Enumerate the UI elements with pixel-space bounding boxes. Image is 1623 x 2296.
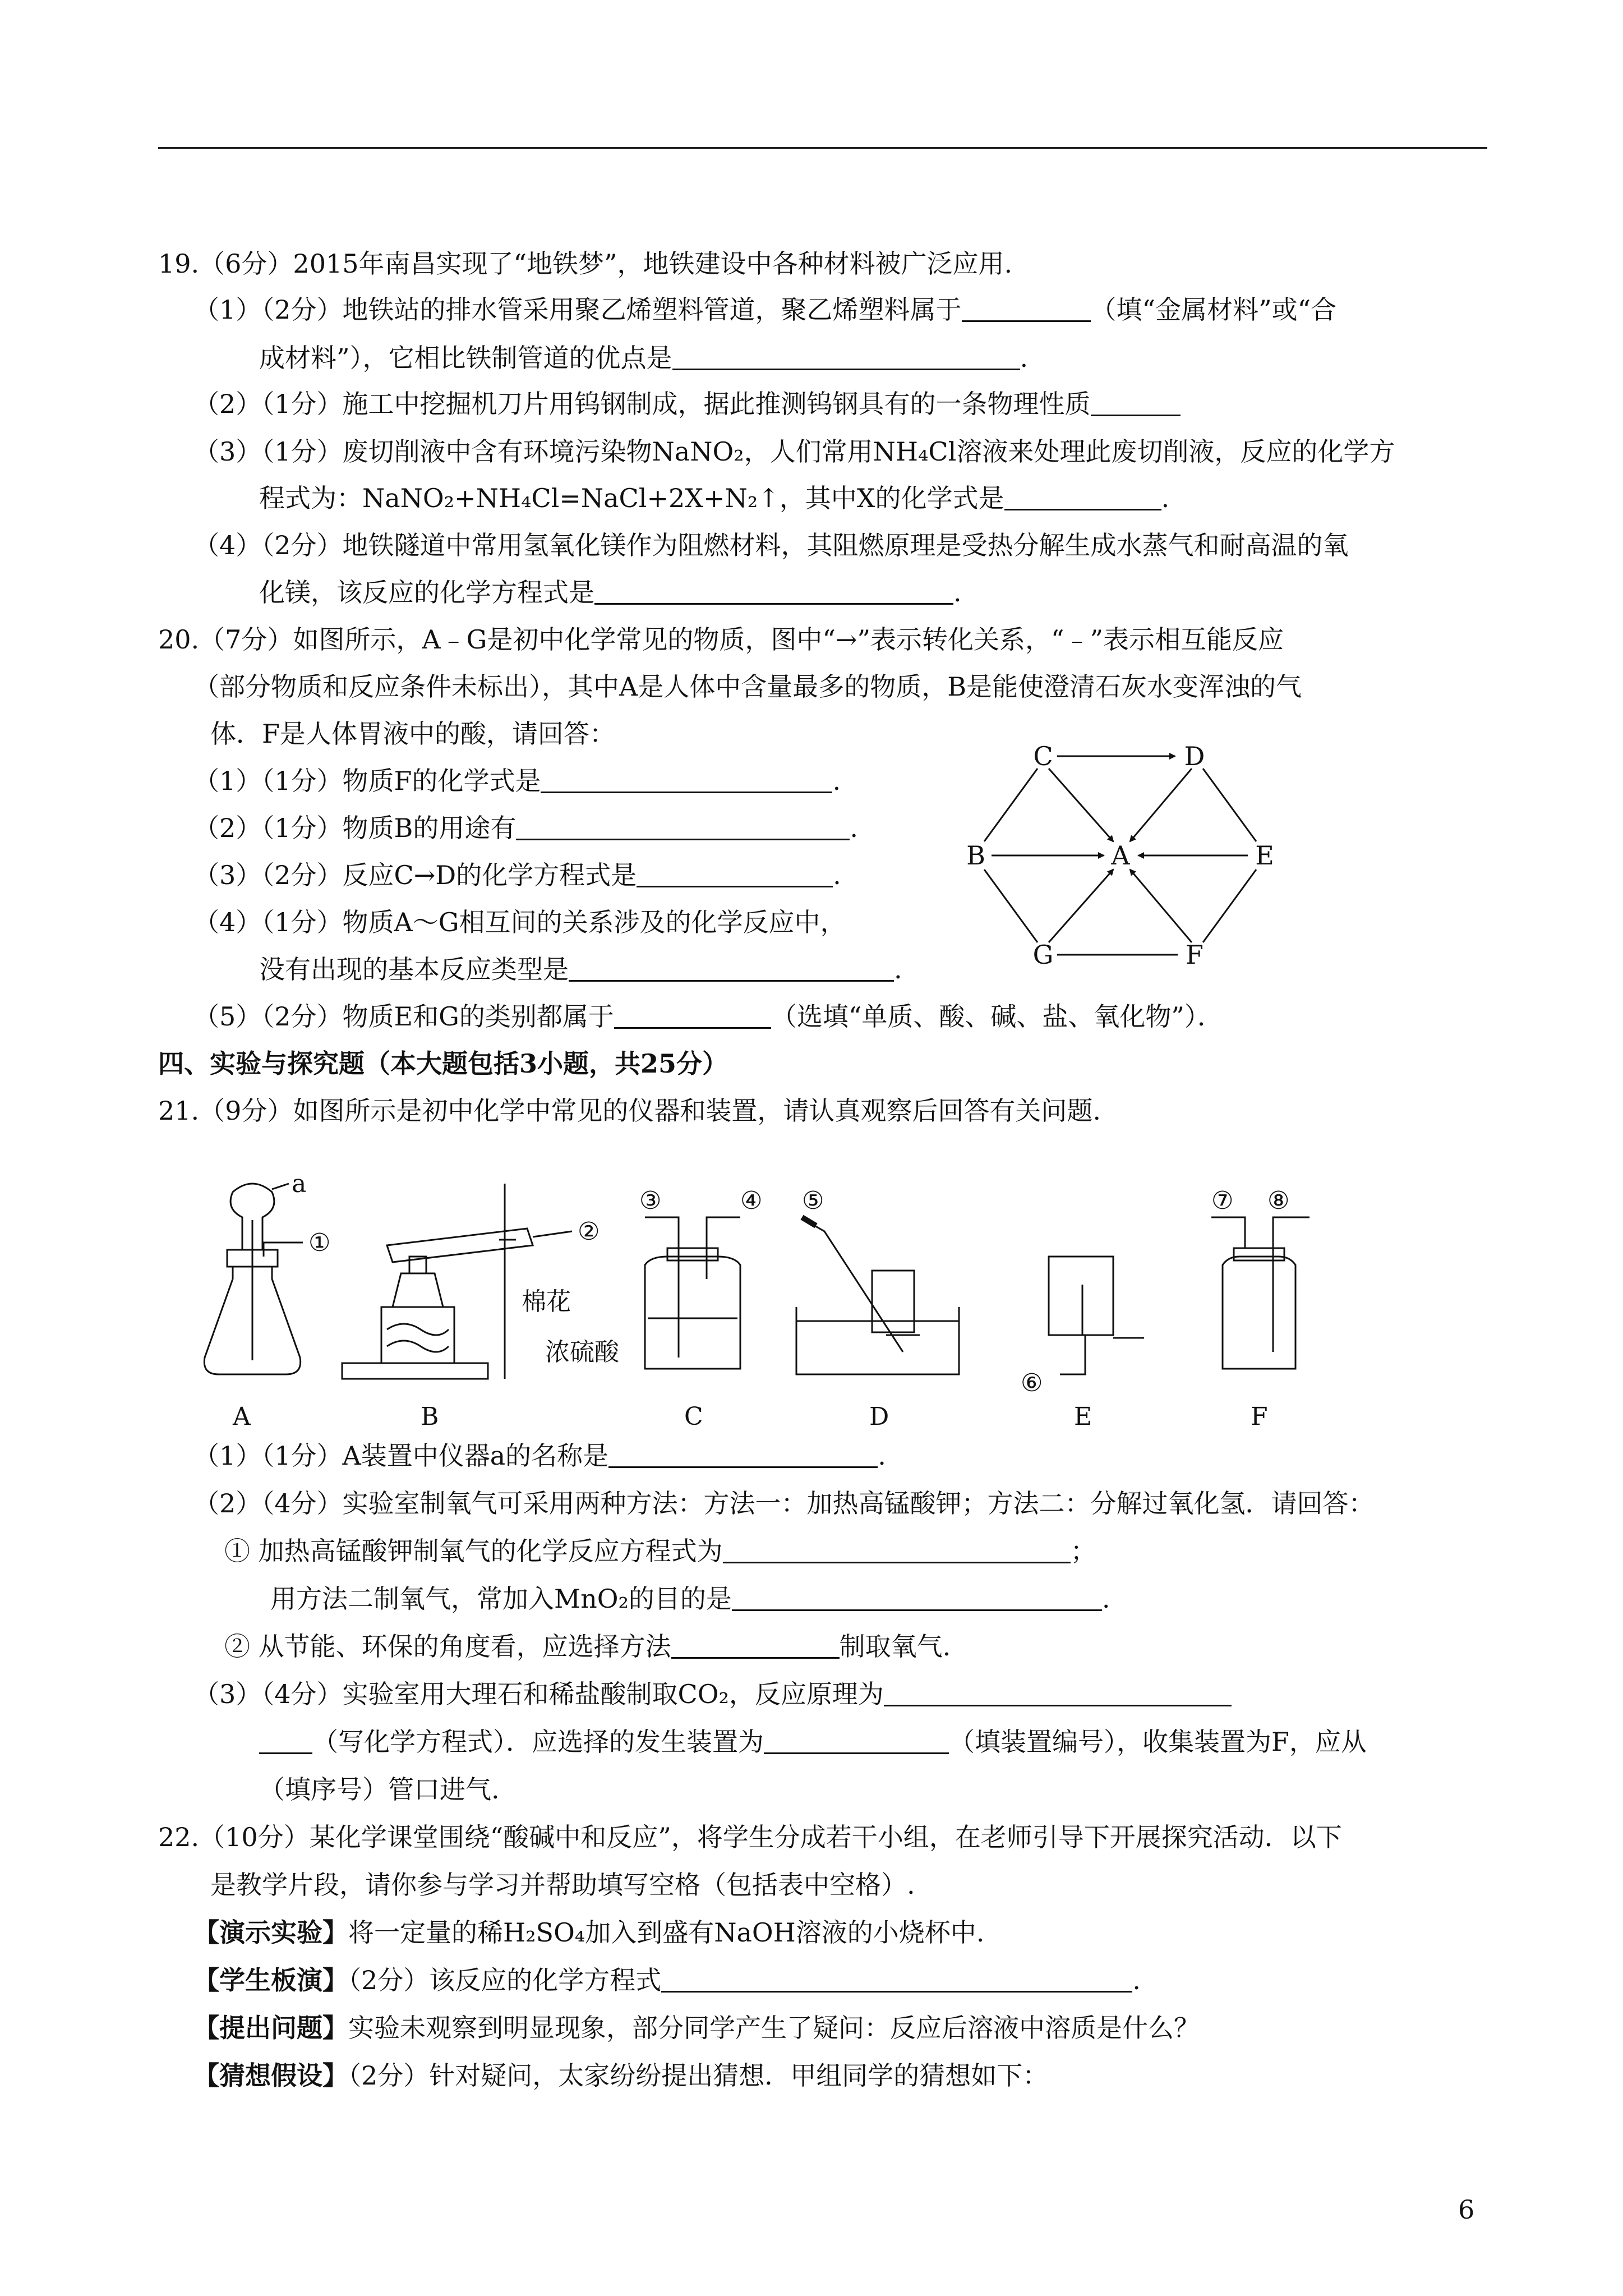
q21-part1: （1）（1分）A装置中仪器a的名称是 . <box>193 1441 886 1471</box>
apparatus-a <box>204 1184 303 1374</box>
edge-b-g <box>984 869 1038 942</box>
q19-part4: （4）（2分）地铁隧道中常用氢氧化镁作为阻燃材料，其阻燃原理是受热分解生成水蒸气和耐高温的氧 <box>193 530 1349 560</box>
label-f: F <box>1251 1402 1268 1431</box>
section-4-heading: 四、实验与探究题（本大题包括3小题，共25分） <box>158 1048 728 1079</box>
q22-demo: 【演示实验】将一定量的稀H₂SO₄加入到盛有NaOH溶液的小烧杯中. <box>193 1917 985 1948</box>
label-e: E <box>1074 1402 1092 1431</box>
header-rule <box>158 147 1487 149</box>
page-number: 6 <box>1458 2194 1475 2225</box>
node-f: F <box>1186 940 1204 970</box>
node-g: G <box>1032 940 1054 970</box>
apparatus-d <box>796 1217 959 1374</box>
q19-heading: 19.（6分）2015年南昌实现了“地铁梦”，地铁建设中各种材料被广泛应用. <box>158 249 1013 279</box>
q22-hypothesis: 【猜想假设】（2分）针对疑问，太家纷纷提出猜想．甲组同学的猜想如下： <box>193 2060 1049 2091</box>
q20-part5: （5）（2分）物质E和G的类别都属于 （选填“单质、酸、碱、盐、氧化物”）． <box>193 1001 1223 1032</box>
q21-part3: （3）（4分）实验室用大理石和稀盐酸制取CO₂，反应原理为 <box>193 1677 1232 1711</box>
node-c: C <box>1033 741 1053 771</box>
q20-line3: 体．F是人体胃液中的酸，请回答： <box>210 719 615 749</box>
q19-part4-cont: 化镁，该反应的化学方程式是 . <box>259 577 962 608</box>
q21-part2-i-b: 用方法二制氧气，常加入MnO₂的目的是 . <box>270 1584 1110 1614</box>
q21-part3-cont2: （填序号）管口进气. <box>259 1774 500 1805</box>
edge-f-a <box>1130 869 1192 942</box>
edge-c-a <box>1049 769 1113 841</box>
label-n7: ⑦ <box>1211 1186 1234 1215</box>
q19-part1: （1）（2分）地铁站的排水管采用聚乙烯塑料管道，聚乙烯塑料属于 （填“金属材料”或“合 <box>193 295 1337 325</box>
label-d: D <box>869 1402 889 1431</box>
edge-d-e <box>1203 769 1256 841</box>
label-n6: ⑥ <box>1021 1369 1043 1397</box>
edge-c-b <box>984 769 1038 841</box>
q21-part2: （2）（4分）实验室制氧气可采用两种方法：方法一：加热高锰酸钾；方法二：分解过氧化氢．请回答： <box>193 1488 1375 1519</box>
label-cotton: 棉花 <box>522 1287 571 1316</box>
apparatus-e <box>1049 1257 1144 1374</box>
q21-heading: 21.（9分）如图所示是初中化学中常见的仪器和装置，请认真观察后回答有关问题. <box>158 1096 1101 1126</box>
q19-part2: （2）（1分）施工中挖掘机刀片用钨钢制成，据此推测钨钢具有的一条物理性质 <box>193 387 1181 421</box>
q21-part2-i: ① 加热高锰酸钾制氧气的化学反应方程式为 ； <box>224 1536 1096 1566</box>
label-n1: ① <box>308 1228 331 1257</box>
q22-heading: 22.（10分）某化学课堂围绕“酸碱中和反应”，将学生分成若干小组，在老师引导下开展探究活动．以下 <box>158 1822 1342 1852</box>
edge-e-f <box>1203 869 1256 942</box>
q21-apparatus-figure <box>179 1167 1312 1436</box>
label-n3: ③ <box>639 1186 662 1215</box>
edge-g-a <box>1049 869 1113 942</box>
q20-relation-diagram <box>953 729 1301 993</box>
apparatus-b <box>342 1184 572 1379</box>
label-n2: ② <box>578 1217 600 1246</box>
q19-part3-cont: 程式为：NaNO₂+NH₄Cl=NaCl+2X+N₂↑，其中X的化学式是 . <box>259 483 1170 513</box>
node-a: A <box>1111 840 1130 871</box>
label-a-instrument: a <box>292 1170 307 1198</box>
label-acid: 浓硫酸 <box>545 1338 619 1366</box>
edge-d-a <box>1130 769 1192 841</box>
q19-part3: （3）（1分）废切削液中含有环境污染物NaNO₂，人们常用NH₄Cl溶液来处理此废切削液，反应的化学方 <box>193 436 1395 467</box>
node-e: E <box>1255 840 1274 871</box>
label-a: A <box>233 1402 251 1431</box>
label-c: C <box>684 1402 703 1431</box>
q19-part1-cont: 成材料”），它相比铁制管道的优点是 . <box>259 343 1029 373</box>
label-n5: ⑤ <box>802 1186 824 1215</box>
q20-part4: （4）（1分）物质A～G相互间的关系涉及的化学反应中， <box>193 907 846 937</box>
apparatus-c <box>645 1217 740 1369</box>
q20-part2: （2）（1分）物质B的用途有 . <box>193 813 858 843</box>
q20-line2: （部分物质和反应条件未标出），其中A是人体中含量最多的物质，B是能使澄清石灰水变浑浊的气 <box>193 671 1302 702</box>
q22-board: 【学生板演】（2分）该反应的化学方程式 . <box>193 1965 1141 1995</box>
label-n4: ④ <box>740 1186 763 1215</box>
label-b: B <box>421 1402 439 1431</box>
q20-heading: 20.（7分）如图所示，A﹣G是初中化学常见的物质，图中“→”表示转化关系，“﹣”表示相互能反应 <box>158 624 1284 655</box>
q20-part1: （1）（1分）物质F的化学式是 . <box>193 766 841 796</box>
q21-part2-ii: ② 从节能、环保的角度看，应选择方法 制取氧气. <box>224 1631 951 1662</box>
q22-question: 【提出问题】实验未观察到明显现象，部分同学产生了疑问：反应后溶液中溶质是什么？ <box>193 2013 1200 2043</box>
node-b: B <box>966 840 985 871</box>
label-n8: ⑧ <box>1267 1186 1290 1215</box>
q20-part3: （3）（2分）反应C→D的化学方程式是 . <box>193 860 841 890</box>
node-d: D <box>1184 741 1205 771</box>
q21-part3-cont: （写化学方程式）．应选择的发生装置为 （填装置编号），收集装置为F，应从 <box>259 1725 1367 1759</box>
q22-line2: 是教学片段，请你参与学习并帮助填写空格（包括表中空格）. <box>210 1870 915 1900</box>
q20-part4-cont: 没有出现的基本反应类型是 . <box>259 954 902 984</box>
apparatus-f <box>1211 1217 1310 1369</box>
